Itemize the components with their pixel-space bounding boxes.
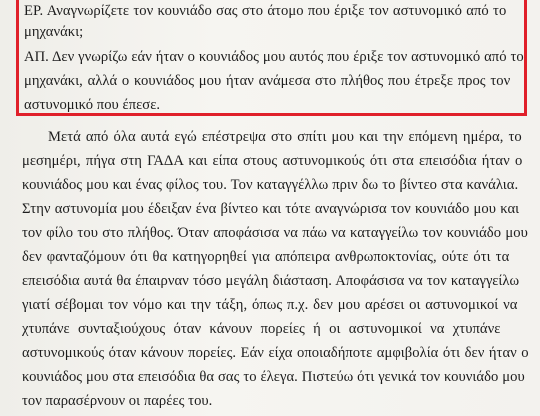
body-line: Μετά από όλα αυτά εγώ επέστρεψα στο σπίτι μου και την επόμενη ημέρα, το — [48, 129, 522, 145]
qa-line: ΑΠ. Δεν γνωρίζω εάν ήταν ο κουνιάδος μου αυτός που έριξε τον αστυνομικό από το — [24, 49, 524, 65]
qa-line: αστυνομικό που έπεσε. — [24, 97, 161, 113]
body-line: τον παρασέρνουν οι παρέες του. — [22, 393, 213, 409]
body-line: Στην αστυνομία μου έδειξαν ένα βίντεο και τότε αναγνώρισα τον κουνιάδο μου και — [22, 201, 520, 217]
body-line: χτυπάνε συνταξιούχους όταν κάνουν πορείες ή οι αστυνομικοί να χτυπάνε — [22, 321, 501, 337]
body-line: επεισόδια αυτά θα έπαιρναν τόσο μεγάλη διάσταση. Αποφάσισα να τον καταγγείλω — [22, 273, 520, 289]
qa-line: μηχανάκι; — [24, 24, 84, 40]
body-line: τον φίλο του στο πλήθος. Όταν αποφάσισα να πάω να καταγγείλω τον κουνιάδο μου — [22, 225, 528, 241]
qa-line: ΕΡ. Αναγνωρίζετε τον κουνιάδο σας στο άτομο που έριξε τον αστυνομικό από το — [24, 3, 507, 19]
body-line: κουνιάδος μου και ένας φίλος του. Τον καταγγέλλω πριν δω το βίντεο στα κανάλια. — [22, 177, 519, 193]
qa-line: μηχανάκι, αλλά ο κουνιάδος μου ήταν ανάμεσα στο πλήθος που έτρεξε προς τον — [24, 73, 511, 89]
body-line: κουνιάδος μου στα επεισόδια θα σας το έλεγα. Πιστεύω ότι γενικά τον κουνιάδο μου — [22, 369, 525, 385]
body-line: αστυνομικούς όταν κάνουν πορείες. Εάν είχα οποιαδήποτε αμφιβολία ότι δεν ήταν ο — [22, 345, 529, 361]
body-line: μεσημέρι, πήγα στη ΓΑΔΑ και είπα στους αστυνομικούς ότι στα επεισόδια ήταν ο — [22, 153, 523, 169]
body-line: γιατί σέβομαι τον νόμο και την τάξη, όπως π.χ. δεν μου αρέσει οι αστυνομικοί να — [22, 297, 518, 313]
body-line: δεν φανταζόμουν ότι θα κατηγορηθεί για απόπειρα ανθρωποκτονίας, ούτε ότι τα — [22, 249, 510, 265]
